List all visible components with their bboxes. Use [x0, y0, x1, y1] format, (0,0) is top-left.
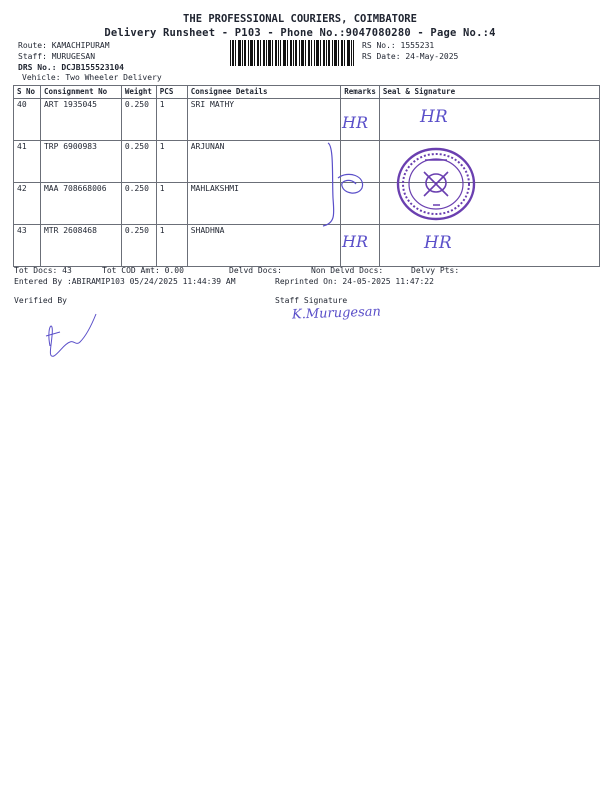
cell-pcs: 1: [156, 183, 187, 225]
cell-consignment: ART 1935045: [40, 99, 121, 141]
cell-weight: 0.250: [121, 225, 156, 267]
table-row: [14, 225, 600, 267]
col-consignment: Consignment No: [40, 86, 121, 99]
cell-consignee: MAHLAKSHMI: [187, 183, 341, 225]
route-label: Route: KAMACHIPURAM: [18, 41, 110, 50]
cell-sno: 40: [14, 99, 41, 141]
table-row: [14, 141, 600, 183]
col-pcs: PCS: [156, 86, 187, 99]
cell-consignment: MAA 708668006: [40, 183, 121, 225]
table-header-row: [14, 86, 600, 99]
cell-weight: 0.250: [121, 141, 156, 183]
remark-initials-row40: HR: [342, 113, 368, 132]
signature-initials-row43: HR: [424, 233, 452, 253]
drs-number: DRS No.: DCJB155523104: [18, 63, 124, 72]
col-remarks: Remarks: [341, 86, 380, 99]
col-sno: S No: [14, 86, 41, 99]
delivered-docs: Delvd Docs:: [229, 266, 282, 275]
staff-signature-label: Staff Signature: [275, 296, 348, 305]
cell-consignee: ARJUNAN: [187, 141, 341, 183]
cell-sno: 43: [14, 225, 41, 267]
signature-initials-row40: HR: [420, 107, 448, 127]
cell-seal: [379, 225, 599, 267]
cell-pcs: 1: [156, 99, 187, 141]
remark-initials-row43: HR: [342, 232, 368, 251]
cell-consignment: TRP 6900983: [40, 141, 121, 183]
rs-date: RS Date: 24-May-2025: [362, 52, 459, 61]
cell-pcs: 1: [156, 225, 187, 267]
table-row: [14, 183, 600, 225]
cell-sno: 42: [14, 183, 41, 225]
table-row: [14, 99, 600, 141]
cell-weight: 0.250: [121, 183, 156, 225]
vehicle-label: Vehicle: Two Wheeler Delivery: [22, 73, 162, 82]
total-cod-amount: Tot COD Amt: 0.00: [102, 266, 184, 275]
document-title: THE PROFESSIONAL COURIERS, COIMBATORE: [183, 13, 417, 25]
staff-label: Staff: MURUGESAN: [18, 52, 96, 61]
cell-consignee: SHADHNA: [187, 225, 341, 267]
delivery-points: Delvy Pts:: [411, 266, 460, 275]
cell-consignment: MTR 2608468: [40, 225, 121, 267]
cell-pcs: 1: [156, 141, 187, 183]
verifier-signature-scribble: [40, 306, 110, 364]
col-consignee: Consignee Details: [187, 86, 341, 99]
rs-number: RS No.: 1555231: [362, 41, 435, 50]
entered-by: Entered By :ABIRAMIP103 05/24/2025 11:44:39 AM: [14, 277, 236, 286]
verified-by-label: Verified By: [14, 296, 67, 305]
runsheet-subtitle: Delivery Runsheet - P103 - Phone No.:9047080280 - Page No.:4: [104, 27, 496, 39]
reprinted-on: Reprinted On: 24-05-2025 11:47:22: [275, 277, 434, 286]
cell-weight: 0.250: [121, 99, 156, 141]
col-seal-signature: Seal & Signature: [379, 86, 599, 99]
barcode-graphic: [230, 40, 354, 66]
col-weight: Weight: [121, 86, 156, 99]
runsheet-table: [13, 85, 600, 267]
cell-consignee: SRI MATHY: [187, 99, 341, 141]
bracket-scribble-mark: [318, 138, 378, 233]
non-delivered-docs: Non Delvd Docs:: [311, 266, 384, 275]
cell-sno: 41: [14, 141, 41, 183]
total-docs: Tot Docs: 43: [14, 266, 72, 275]
seal-stamp-icon: [395, 145, 477, 223]
cell-seal: [379, 99, 599, 141]
staff-signature-handwriting: K.Murugesan: [291, 304, 382, 323]
